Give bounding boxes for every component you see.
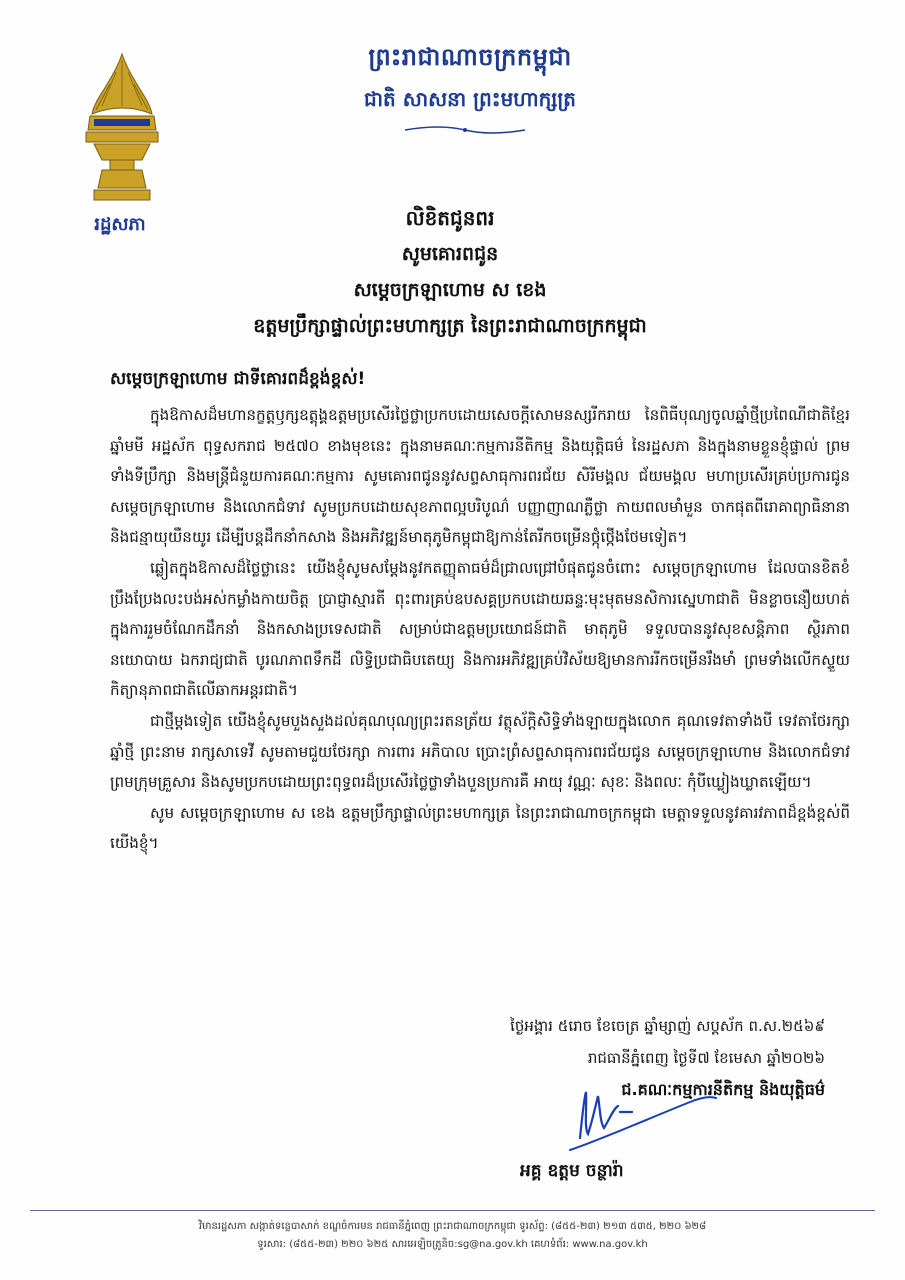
body-paragraph: ជាថ្មីម្ដងទៀត យើងខ្ញុំសូមបួងសួងដល់គុណបុណ្យព្រះរតនត្រ័យ វត្ថុស័ក្តិសិទ្ធិទាំងឡាយក្នុងលោក គុណទេវតាទាំងបី ទេវតាថែរក្សាឆ្នាំថ្មី ព្រះនាម រាក្សសាទេវី សូមតាមជួយថែរក្សា ការពារ អភិបាល ប្រោះព្រំសព្ទសាធុការពរជ័យជូន សម្ដេចក្រឡាហោម និងលោកជំទាវ ព្រមក្រុមគ្រួសារ និងសូមប្រកបដោយព្រះពុទ្ធពរដ៏ប្រសើរថ្លៃថ្លាទាំងបួនប្រការគឺ អាយុ វណ្ណៈ សុខៈ និងពលៈ កុំបីឃ្លៀងឃ្លាតឡើយ។ — [110, 711, 850, 792]
footer-divider — [30, 1210, 875, 1211]
lunar-date: ថ្ងៃអង្គារ ៥រោច ខែចេត្រ ឆ្នាំម្សាញ់ សប្តស័ក ព.ស.២៥៦៩ — [510, 1017, 825, 1035]
national-assembly-emblem-icon — [72, 52, 172, 212]
footer-fax-email-web: ទូរសារ: (៨៥៥-២៣) ២២០ ៦២៥ សារអេឡិចត្រូនិច:sg@na.gov.kh គេហទំព័រ: www.na.gov.kh — [257, 1239, 648, 1250]
letter-title-block — [150, 200, 750, 344]
recipient-name: សម្ដេចក្រឡាហោម ស ខេង — [353, 279, 547, 301]
letter-title: លិខិតជូនពរ — [405, 206, 495, 230]
footer-contact — [30, 1218, 875, 1254]
handwritten-signature-icon — [540, 1078, 730, 1158]
organization-name: រដ្ឋសភា — [94, 214, 146, 235]
salutation: សម្ដេចក្រឡាហោម ជាទីគោរពដ៏ខ្ពង់ខ្ពស់! — [110, 369, 366, 389]
recipient-position: ឧត្តមប្រឹក្សាផ្ទាល់ព្រះមហាក្សត្រ នៃព្រះរាជាណាចក្រកម្ពុជា — [253, 315, 647, 337]
respectful-address: សូមគោរពជូន — [401, 243, 499, 265]
signing-institution: ជ.គណៈកម្មការនីតិកម្ម និងយុត្តិធម៌ — [621, 1080, 825, 1099]
motto-ornament-icon — [400, 124, 530, 136]
solar-date: រាជធានីភ្នំពេញ ថ្ងៃទី៧ ខែមេសា ឆ្នាំ២០២៦ — [587, 1049, 825, 1067]
body-paragraph: សូម សម្ដេចក្រឡាហោម ស ខេង ឧត្តមប្រឹក្សាផ្ទាល់ព្រះមហាក្សត្រ នៃព្រះរាជាណាចក្រកម្ពុជា មេត្តាទទួលនូវគារវភាពដ៏ខ្ពង់ខ្ពស់ពីយើងខ្ញុំ។ — [110, 803, 850, 853]
body-paragraph: ក្នុងឱកាសដ៏មហានក្ខត្តឫក្សឧត្តុង្គឧត្តមប្រសើរថ្លៃថ្លាប្រកបដោយសេចក្ដីសោមនស្សរីករាយ នៃពិធីបុណ្យចូលឆ្នាំថ្មីប្រពៃណីជាតិខ្មែរ ឆ្នាំមមី អដ្ឋស័ក ពុទ្ធសករាជ ២៥៧០ ខាងមុខនេះ ក្នុងនាមគណៈកម្មការនីតិកម្ម និងយុត្តិធម៌ នៃរដ្ឋសភា និងក្នុងនាមខ្លួនខ្ញុំផ្ទាល់ ព្រមទាំងទីប្រឹក្សា និងមន្ត្រីជំនួយការគណៈកម្មការ សូមគោរពជូននូវសព្ទសាធុការពរជ័យ សិរីមង្គល ជ័យមង្គល មហាប្រសើរគ្រប់ប្រការជូន សម្ដេចក្រឡាហោម និងលោកជំទាវ សូមប្រកបដោយសុខភាពល្អបរិបូណ៌ បញ្ញាញាណភ្លឺថ្លា កាយពលមាំមួន ចាកផុតពីរោគាព្យាធិនានា និងជន្មាយុយឺនយូរ ដើម្បីបន្តដឹកនាំកសាង និងអភិវឌ្ឍន៍មាតុភូមិកម្ពុជាឱ្យកាន់តែរីកចម្រើនថ្កុំថ្កើងថែមទៀត។ — [110, 406, 850, 547]
national-motto: ជាតិ សាសនា ព្រះមហាក្សត្រ — [364, 87, 576, 111]
letter-body — [110, 400, 850, 859]
signer-name: អគ្គ ឧត្តម ចន្ថារ៉ា — [520, 1161, 624, 1181]
kingdom-title: ព្រះរាជាណាចក្រកម្ពុជា — [368, 43, 572, 71]
footer-address: វិមានរដ្ឋសភា សង្កាត់ទន្លេបាសាក់ ខណ្ឌចំការមន រាជធានីភ្នំពេញ ព្រះរាជាណាចក្រកម្ពុជា ទូរស័ព្ទ: (៨៥៥-២៣) ២១៣ ៥៣៥, ២២០ ៦២៨ — [198, 1221, 707, 1232]
body-paragraph: ឆ្លៀតក្នុងឱកាសដ៏ថ្លៃថ្លានេះ យើងខ្ញុំសូមសម្ដែងនូវកតញ្ញុតាធម៌ដ៏ជ្រាលជ្រៅបំផុតជូនចំពោះ សម្ដេចក្រឡាហោម ដែលបានខិតខំប្រឹងប្រែងលះបង់អស់កម្លាំងកាយចិត្ត ប្រាជ្ញាស្មារតី ពុះពារគ្រប់ឧបសគ្គប្រកបដោយឆន្ទៈមុះមុតមនសិការស្នេហាជាតិ មិនខ្លាចនឿយហត់ក្នុងការរួមចំណែកដឹកនាំ និងកសាងប្រទេសជាតិ សម្រាប់ជាឧត្តមប្រយោជន៍ជាតិ មាតុភូមិ ទទួលបាននូវសុខសន្តិភាព ស្ថិរភាពនយោបាយ ឯករាជ្យជាតិ បូរណភាពទឹកដី លិទ្ធិប្រជាធិបតេយ្យ និងការអភិវឌ្ឍគ្រប់វិស័យឱ្យមានការរីកចម្រើនរឹងមាំ ព្រមទាំងលើកស្ទួយកិត្យានុភាពជាតិលើឆាកអន្តរជាតិ។ — [110, 558, 850, 700]
